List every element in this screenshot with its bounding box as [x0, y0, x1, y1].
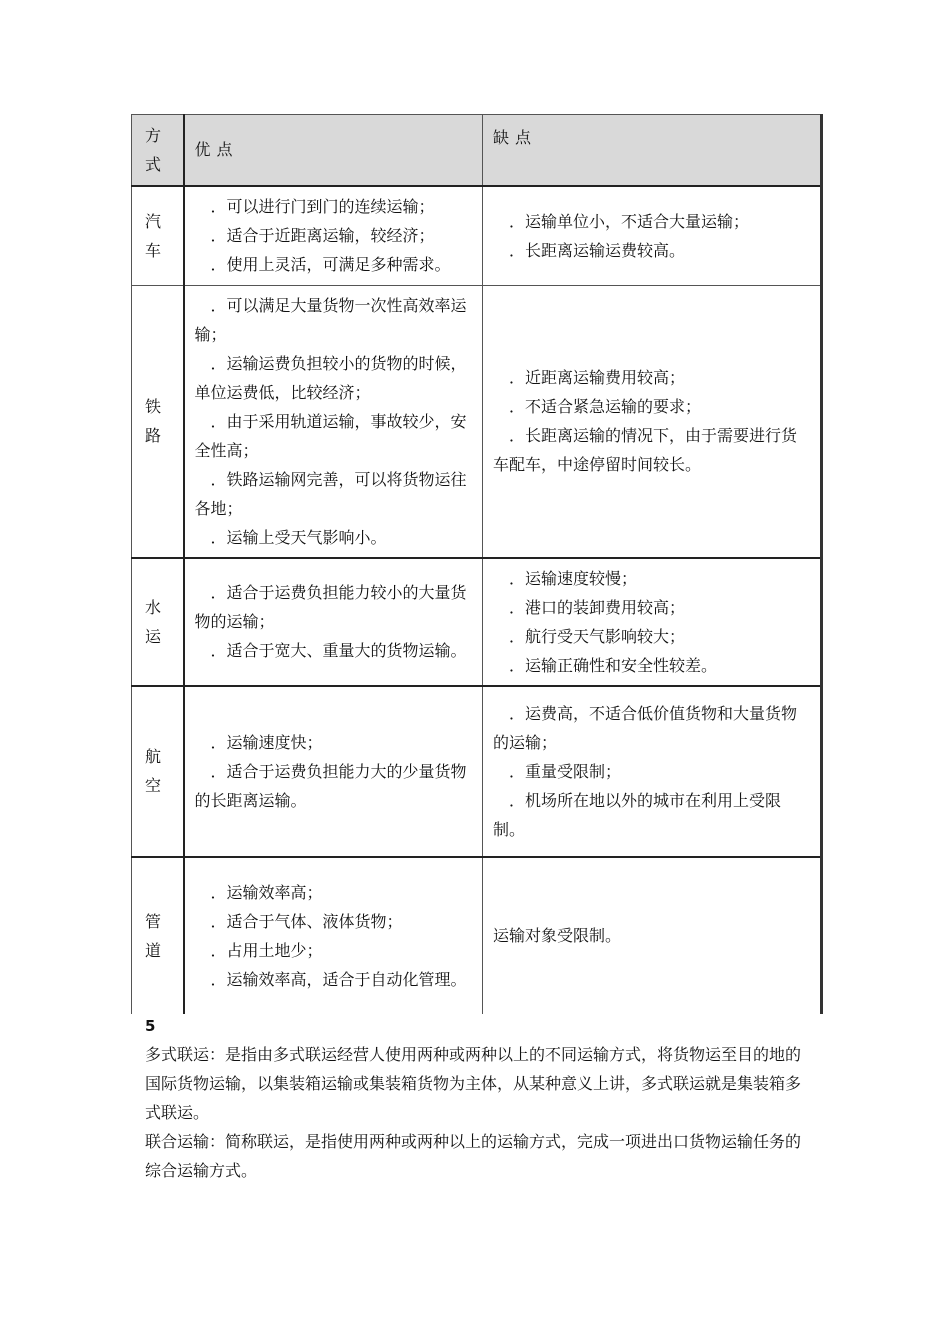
advantages-list — [195, 878, 473, 994]
list-item: ． 铁路运输网完善，可以将货物运往各地； — [195, 465, 473, 523]
advantages-list — [195, 192, 473, 279]
list-item: ． 运输速度快； — [195, 728, 473, 757]
list-item: ． 运输效率高，适合于自动化管理。 — [195, 965, 473, 994]
section-number: 5 — [145, 1017, 156, 1035]
mode-label — [144, 207, 162, 265]
mode-cell — [132, 558, 184, 686]
mode-char: 水 — [144, 597, 161, 617]
mode-char: 车 — [144, 240, 161, 260]
list-item: ． 可以满足大量货物一次性高效率运输； — [195, 291, 473, 349]
list-item: ． 长距离运输的情况下，由于需要进行货车配车，中途停留时间较长。 — [493, 421, 810, 479]
mode-cell — [132, 857, 184, 1014]
mode-char: 方 — [144, 125, 161, 145]
advantages-cell — [184, 286, 483, 558]
mode-char: 管 — [144, 911, 161, 931]
advantages-list — [195, 728, 473, 815]
list-item: ． 占用土地少； — [195, 936, 473, 965]
advantages-list — [195, 578, 473, 665]
disadvantages-list — [493, 207, 810, 265]
table-row — [132, 286, 822, 558]
list-item: ． 运输正确性和安全性较差。 — [493, 651, 810, 680]
list-item: ． 机场所在地以外的城市在利用上受限制。 — [493, 786, 810, 844]
definition-paragraph: 联合运输：简称联运，是指使用两种或两种以上的运输方式，完成一项进出口货物运输任务的综合运输方式。 — [145, 1132, 802, 1180]
disadvantages-list — [493, 699, 810, 844]
list-item: ． 可以进行门到门的连续运输； — [195, 192, 473, 221]
list-item: ． 运输单位小，不适合大量运输； — [493, 207, 810, 236]
disadvantages-cell — [483, 186, 822, 286]
mode-char: 空 — [144, 776, 161, 795]
header-advantages: 优点 — [184, 115, 483, 186]
mode-char: 路 — [144, 426, 161, 446]
mode-char: 汽 — [144, 211, 161, 231]
list-item: ． 长距离运输运费较高。 — [493, 236, 810, 265]
mode-label — [144, 907, 162, 965]
list-item: ． 航行受天气影响较大； — [493, 622, 810, 651]
list-item: ． 运输上受天气影响小。 — [195, 523, 473, 552]
mode-cell — [132, 186, 184, 286]
advantages-cell — [184, 186, 483, 286]
disadvantages-text: 运输对象受限制。 — [493, 926, 622, 945]
header-disadvantages: 缺点 — [483, 115, 822, 186]
disadvantages-cell — [483, 286, 822, 558]
disadvantages-list — [493, 363, 810, 479]
mode-char: 航 — [144, 747, 161, 766]
disadvantages-cell — [483, 686, 822, 857]
disadvantages-cell — [483, 857, 822, 1014]
advantages-cell — [184, 857, 483, 1014]
list-item: ． 不适合紧急运输的要求； — [493, 392, 810, 421]
disadvantages-cell — [483, 558, 822, 686]
disadvantages-list — [493, 564, 810, 680]
table-row — [132, 558, 822, 686]
list-item: ． 近距离运输费用较高； — [493, 363, 810, 392]
list-item: ． 运费高，不适合低价值货物和大量货物的运输； — [493, 699, 810, 757]
mode-char: 式 — [144, 154, 161, 174]
table-row — [132, 686, 822, 857]
list-item: ． 运输效率高； — [195, 878, 473, 907]
table-row — [132, 857, 822, 1014]
header-mode — [132, 115, 184, 186]
list-item: ． 运输速度较慢； — [493, 564, 810, 593]
definitions-block — [145, 1040, 815, 1185]
list-item: ． 重量受限制； — [493, 757, 810, 786]
mode-char: 运 — [144, 626, 161, 646]
mode-char: 铁 — [144, 397, 161, 417]
mode-label — [144, 392, 162, 450]
advantages-cell — [184, 558, 483, 686]
list-item: ． 运输运费负担较小的货物的时候，单位运费低，比较经济； — [195, 349, 473, 407]
header-mode-label — [144, 121, 162, 179]
mode-cell — [132, 286, 184, 558]
list-item: ． 适合于近距离运输，较经济； — [195, 221, 473, 250]
list-item: ． 适合于运费负担能力大的少量货物的长距离运输。 — [195, 757, 473, 815]
list-item: ． 由于采用轨道运输，事故较少，安全性高； — [195, 407, 473, 465]
list-item: ． 适合于宽大、重量大的货物运输。 — [195, 636, 473, 665]
advantages-list — [195, 291, 473, 552]
transport-comparison-table — [131, 114, 823, 1014]
advantages-cell — [184, 686, 483, 857]
list-item: ． 适合于运费负担能力较小的大量货物的运输； — [195, 578, 473, 636]
table-header-row — [132, 115, 822, 186]
list-item: ． 港口的装卸费用较高； — [493, 593, 810, 622]
list-item: ． 使用上灵活，可满足多种需求。 — [195, 250, 473, 279]
mode-cell — [132, 686, 184, 857]
mode-label — [144, 593, 162, 651]
mode-char: 道 — [144, 940, 161, 960]
definition-paragraph: 多式联运：是指由多式联运经营人使用两种或两种以上的不同运输方式，将货物运至目的地的国际货物运输，以集装箱运输或集装箱货物为主体，从某种意义上讲，多式联运就是集装箱多式联运。 — [145, 1045, 802, 1122]
list-item: ． 适合于气体、液体货物； — [195, 907, 473, 936]
table-row — [132, 186, 822, 286]
mode-label — [144, 742, 162, 800]
